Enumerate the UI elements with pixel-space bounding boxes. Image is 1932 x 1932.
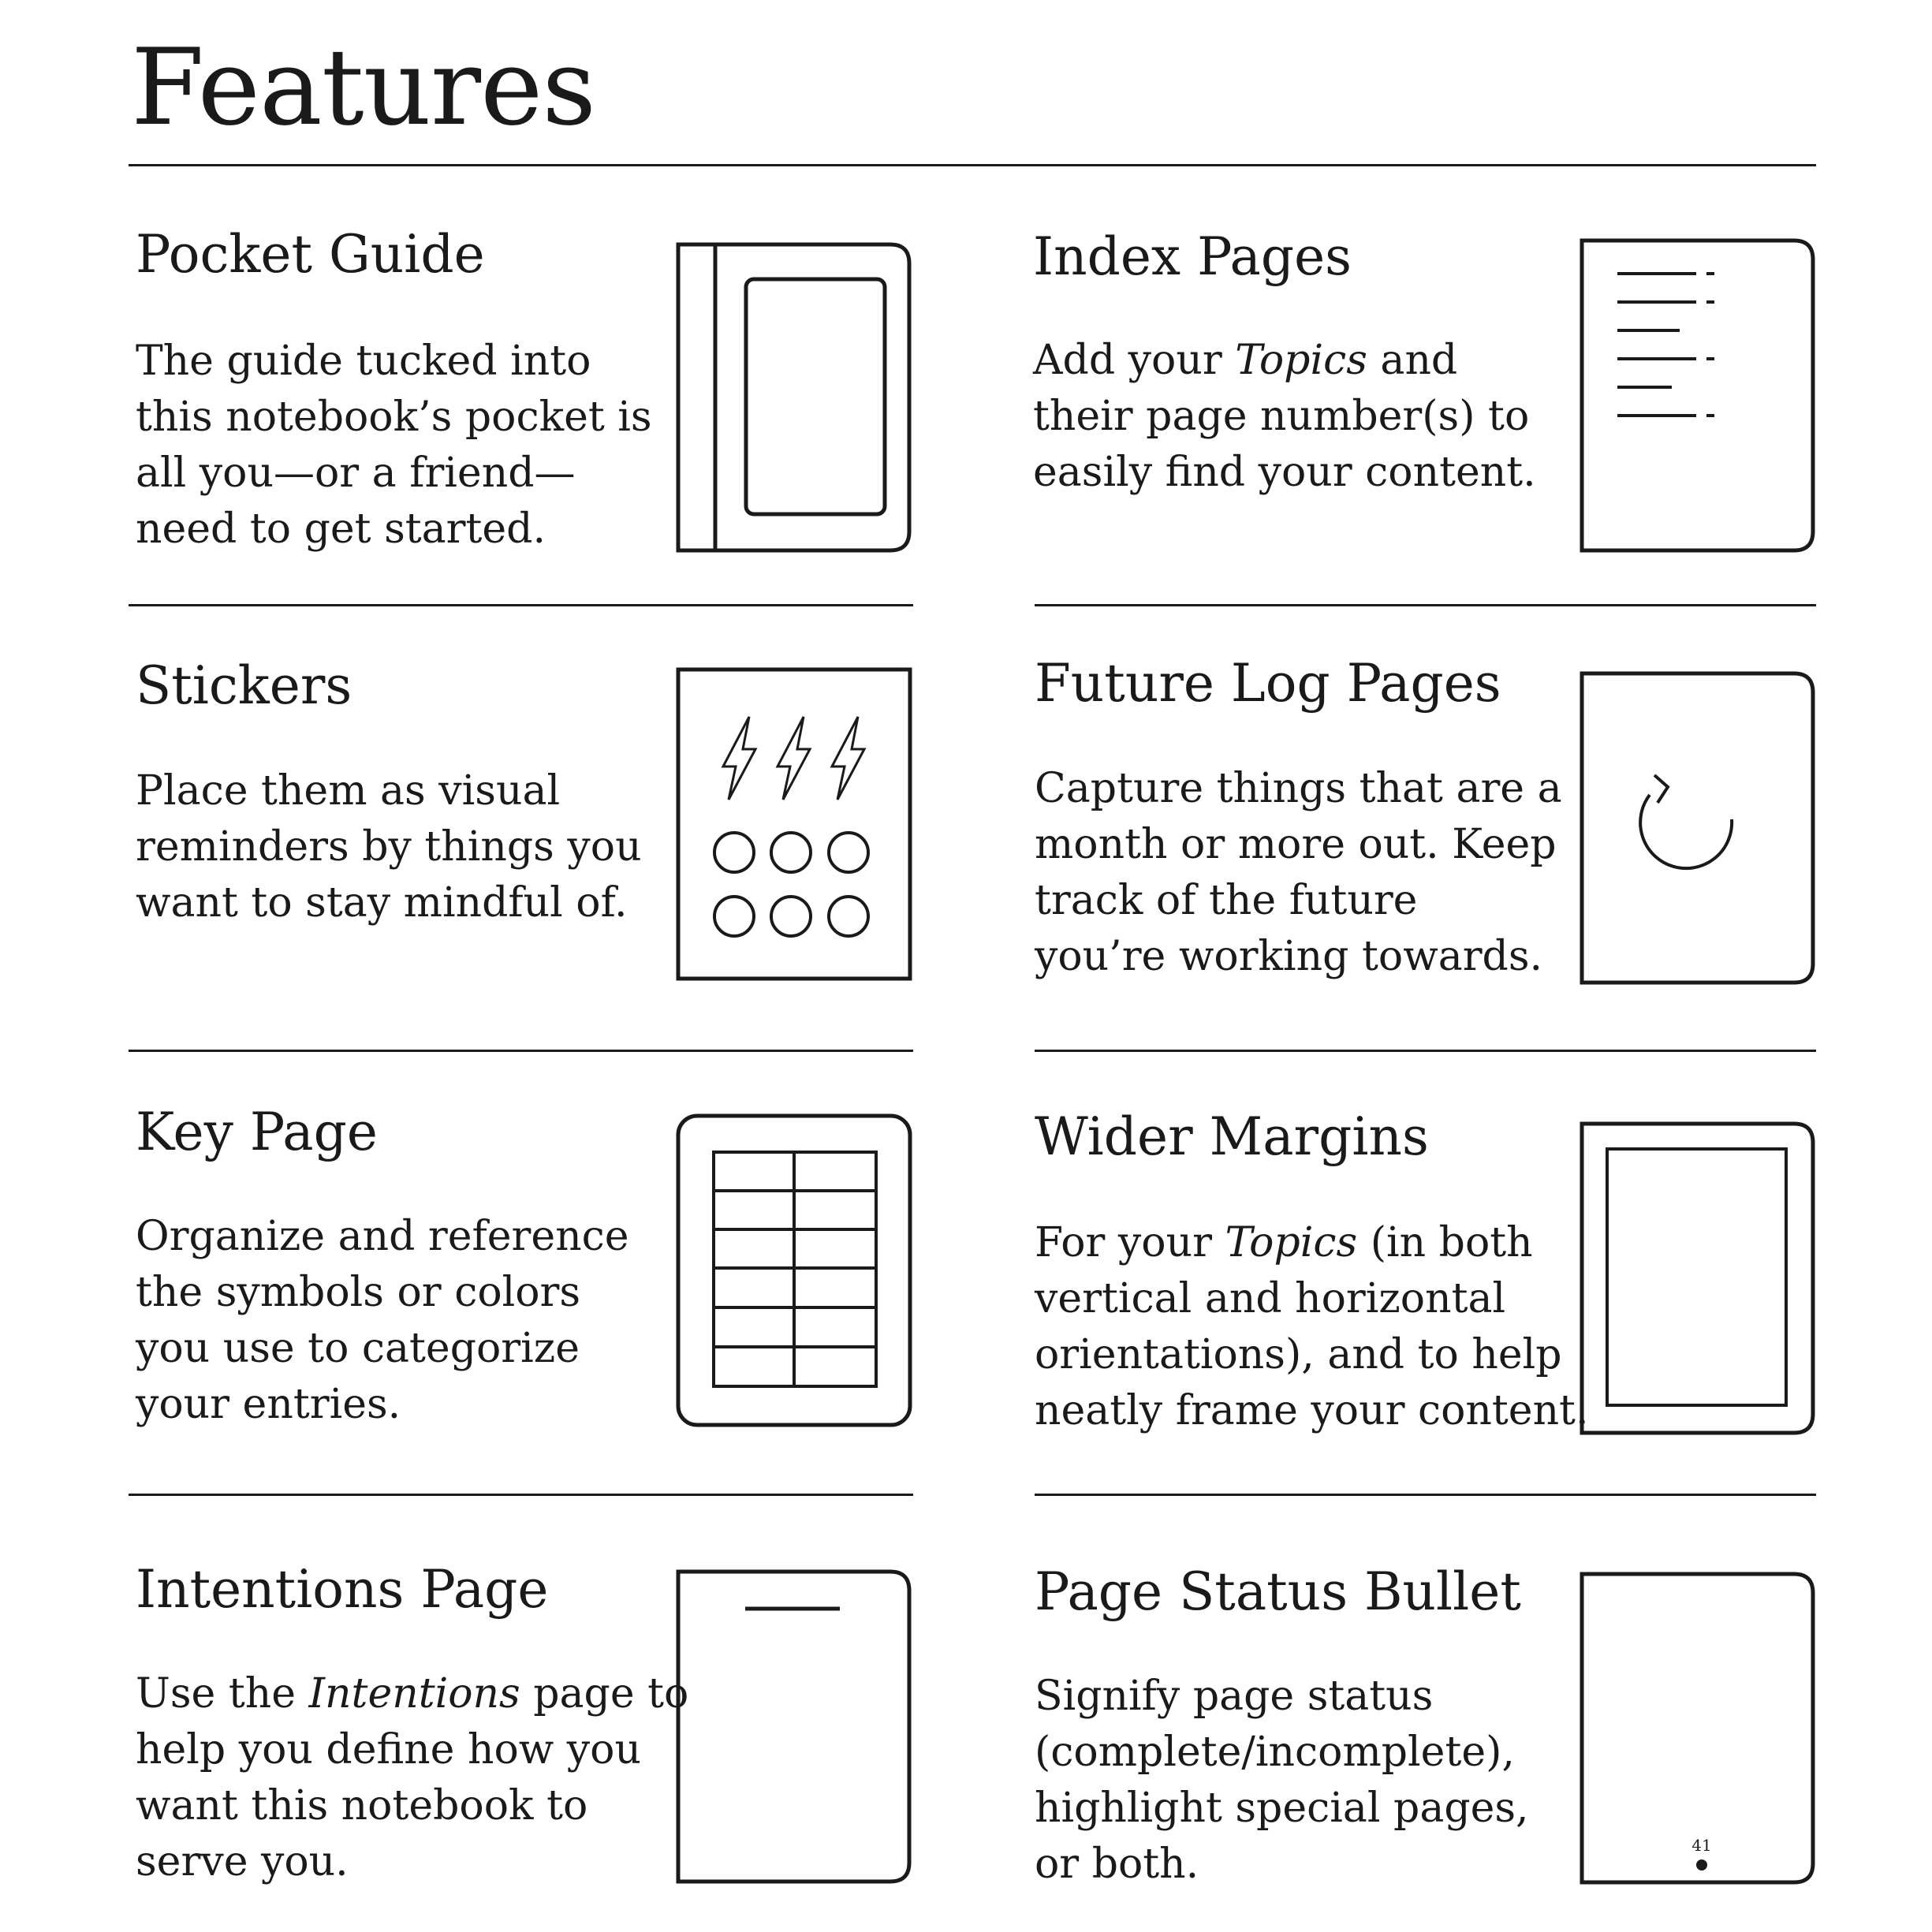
stickers-sheet-icon (676, 667, 912, 983)
italic-term: Intentions (308, 1670, 520, 1718)
pocket-guide-icon (676, 241, 912, 557)
italic-term: Topics (1225, 1219, 1358, 1266)
description-line: neatly frame your content. (1035, 1387, 1589, 1434)
description-line: vertical and horizontal (1035, 1275, 1506, 1322)
description-line: help you define how you (136, 1726, 641, 1773)
feature-description (1035, 1669, 1602, 1893)
feature-description (136, 334, 703, 558)
description-line: you’re working towards. (1035, 933, 1543, 980)
feature-title: Index Pages (1033, 226, 1352, 287)
key-table-icon (676, 1113, 912, 1429)
description-line: The guide tucked into (136, 338, 591, 385)
description-line: their page number(s) to (1033, 393, 1530, 440)
description-line: or both. (1035, 1841, 1199, 1888)
feature-description (1035, 761, 1602, 985)
status-bullet-page-icon (1580, 1572, 1816, 1887)
feature-description (136, 1666, 703, 1890)
description-line: track of the future (1035, 877, 1418, 924)
description-line: Signify page status (1035, 1673, 1434, 1720)
feature-description (1035, 1215, 1602, 1439)
description-line: For your Topics (in both (1035, 1219, 1533, 1266)
description-line: your entries. (136, 1381, 401, 1428)
feature-description (1033, 333, 1601, 501)
feature-title: Stickers (136, 655, 352, 716)
row-divider-left-1 (129, 604, 913, 606)
feature-title: Page Status Bullet (1035, 1561, 1521, 1622)
feature-title: Future Log Pages (1035, 653, 1501, 714)
description-line: serve you. (136, 1838, 349, 1885)
feature-title: Pocket Guide (136, 224, 485, 285)
description-line: Capture things that are a (1035, 765, 1562, 812)
description-line: want this notebook to (136, 1782, 588, 1829)
page-number: 41 (1691, 1836, 1712, 1855)
refresh-arrow-icon (1580, 671, 1816, 987)
description-line: orientations), and to help (1035, 1331, 1562, 1378)
row-divider-left-2 (129, 1050, 913, 1052)
row-divider-left-3 (129, 1494, 913, 1496)
description-line: want to stay mindful of. (136, 879, 628, 927)
feature-title: Intentions Page (136, 1559, 549, 1620)
description-line: highlight special pages, (1035, 1785, 1529, 1832)
intentions-page-icon (676, 1569, 912, 1885)
margin-frame-icon (1580, 1121, 1816, 1437)
row-divider-right-1 (1035, 604, 1816, 606)
description-line: all you—or a friend— (136, 449, 576, 497)
description-line: the symbols or colors (136, 1269, 581, 1316)
row-divider-right-2 (1035, 1050, 1816, 1052)
status-bullet-dot (1696, 1859, 1707, 1870)
description-line: Use the Intentions page to (136, 1670, 689, 1718)
feature-description (136, 1209, 703, 1433)
description-line: easily find your content. (1033, 449, 1536, 496)
italic-term: Topics (1235, 337, 1367, 384)
description-line: (complete/incomplete), (1035, 1729, 1515, 1776)
description-line: reminders by things you (136, 823, 642, 871)
feature-title: Wider Margins (1035, 1106, 1429, 1167)
description-line: Organize and reference (136, 1213, 629, 1260)
description-line: Add your Topics and (1033, 337, 1458, 384)
title-divider (129, 164, 1816, 166)
feature-description (136, 763, 703, 931)
feature-title: Key Page (136, 1102, 378, 1162)
row-divider-right-3 (1035, 1494, 1816, 1496)
description-line: need to get started. (136, 505, 546, 553)
description-line: Place them as visual (136, 767, 561, 815)
page-title: Features (131, 26, 596, 149)
index-list-icon (1580, 238, 1816, 554)
description-line: you use to categorize (136, 1325, 580, 1372)
description-line: month or more out. Keep (1035, 821, 1557, 868)
description-line: this notebook’s pocket is (136, 393, 652, 441)
